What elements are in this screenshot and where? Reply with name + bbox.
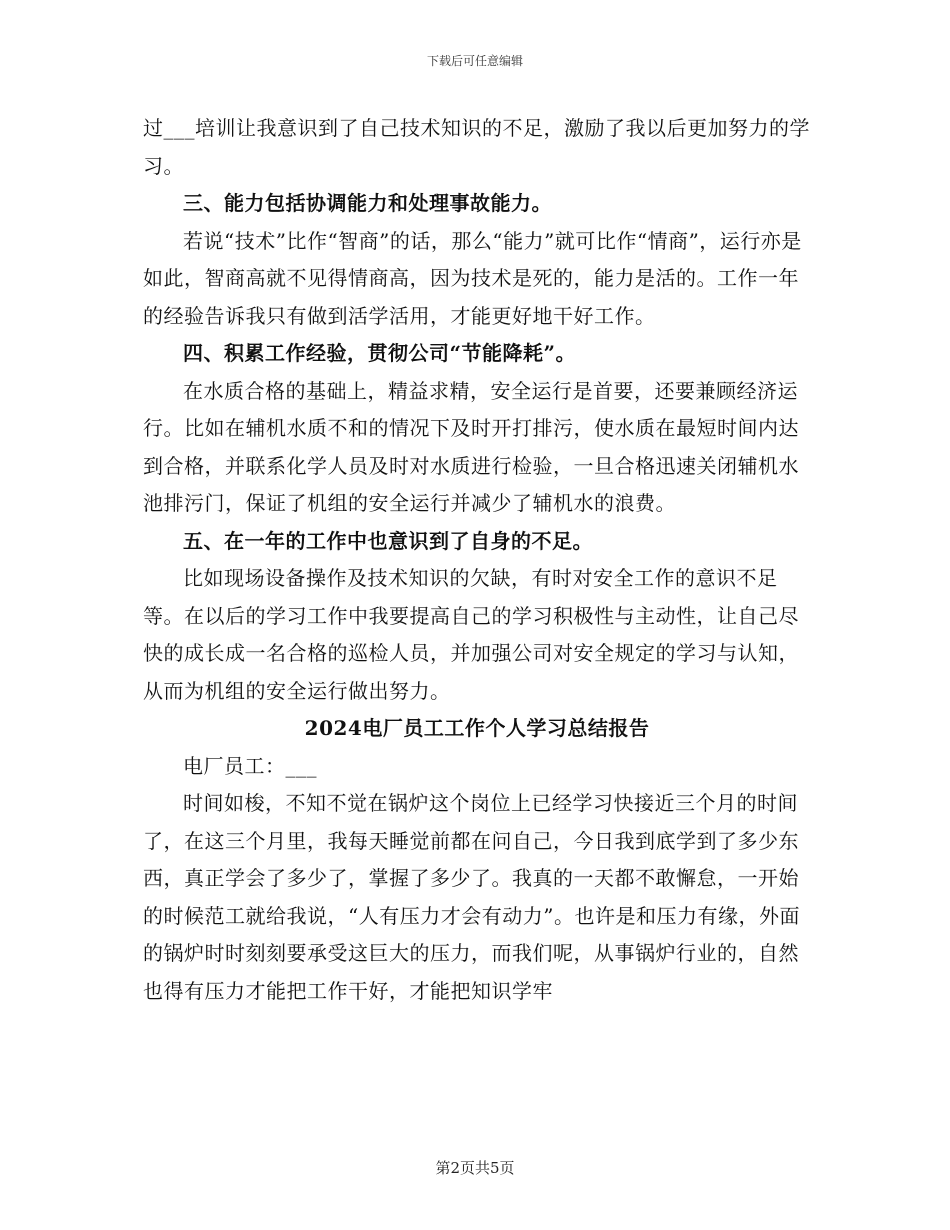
section-heading-5: 五、在一年的工作中也意识到了自身的不足。 — [183, 528, 593, 553]
paragraph-continuation: 过___培训让我意识到了自己技术知识的不足，激励了我以后更加努力的学习。 — [143, 116, 810, 178]
paragraph-experience: 在水质合格的基础上，精益求精，安全运行是首要，还要兼顾经济运行。比如在辅机水质不和的情况下及时开打排污，使水质在最短时间内达到合格，并联系化学人员及时对水质进行检验，一旦合格迅速关闭辅机水池排污门，保证了机组的安全运行并减少了辅机水的浪费。 — [143, 378, 799, 515]
section-heading-4: 四、积累工作经验，贯彻公司“节能降耗”。 — [183, 341, 577, 365]
paragraph-shortcomings: 比如现场设备操作及技术知识的欠缺，有时对安全工作的意识不足等。在以后的学习工作中我要提高自己的学习积极性与主动性，让自己尽快的成长成一名合格的巡检人员，并加强公司对安全规定的学习与认知，从而为机组的安全运行做出努力。 — [143, 566, 799, 703]
section-heading-3: 三、能力包括协调能力和处理事故能力。 — [183, 191, 552, 215]
paragraph-ability: 若说“技术”比作“智商”的话，那么“能力”就可比作“情商”，运行亦是如此，智商高就不见得情商高，因为技术是死的，能力是活的。工作一年的经验告诉我只有做到活学活用，才能更好地干好工作。 — [143, 228, 802, 328]
page-footer: 第2页共5页 — [435, 1159, 515, 1177]
paragraph-time-flies: 时间如梭，不知不觉在锅炉这个岗位上已经学习快接近三个月的时间了，在这三个月里，我每天睡觉前都在问自己，今日我到底学到了多少东西，真正学会了多少了，掌握了多少了。我真的一天都不敢懈怠，一开始的时候范工就给我说，“人有压力才会有动力”。也许是和压力有缘，外面的锅炉时时刻刻要承受这巨大的压力，而我们呢，从事锅炉行业的，自然也得有压力才能把工作干好，才能把知识学牢 — [143, 791, 800, 1003]
report-title: 2024电厂员工工作个人学习总结报告 — [304, 716, 650, 740]
salutation-line: 电厂员工：___ — [183, 753, 317, 778]
document-body — [143, 110, 811, 1010]
page-header: 下载后可任意编辑 — [426, 54, 523, 68]
